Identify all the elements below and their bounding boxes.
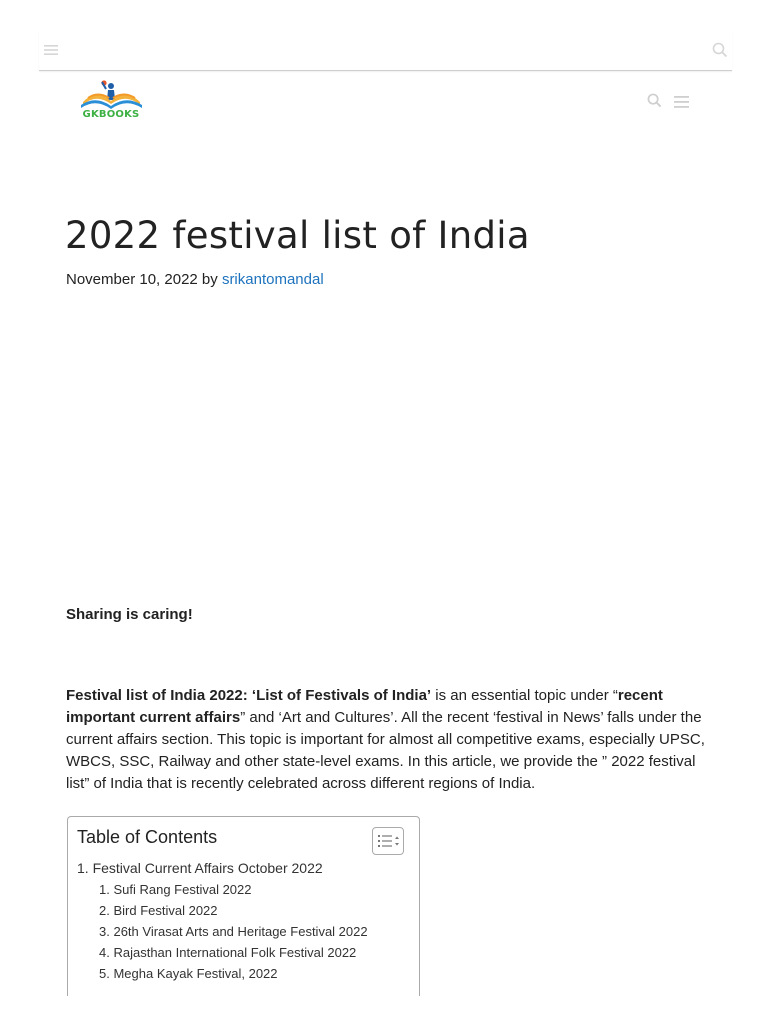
sharing-label: Sharing is caring! (66, 606, 193, 623)
page-title: 2022 festival list of India (65, 214, 530, 257)
toc-title: Table of Contents (77, 827, 218, 847)
toc-item[interactable]: 3. 26th Virasat Arts and Heritage Festival 2022 (99, 924, 368, 939)
logo-text: GKBOOKS (82, 109, 140, 120)
post-meta (66, 271, 324, 288)
hamburger-menu-icon[interactable] (44, 43, 58, 61)
book-reader-logo-icon (78, 76, 144, 112)
toc-item[interactable]: 4. Rajasthan International Folk Festival 2022 (99, 945, 357, 960)
hamburger-menu-icon[interactable] (674, 95, 689, 113)
intro-bold-lead: Festival list of India 2022: ‘List of Festivals of India’ (66, 687, 432, 704)
table-of-contents (67, 816, 420, 996)
intro-text-1: is an essential topic under “ (431, 687, 618, 704)
post-date: November 10, 2022 (66, 271, 198, 288)
intro-text-2: ” and ‘Art and Cultures’. All the recent ‘festival in News’ falls under the current affairs section. This topic is important for almost all competitive exams, especially UPSC, WBCS, SSC, Railway and other state-level exams. In this article, we provide the ” 2022 festival list” of India that is recently celebrated across different regions of India. (66, 709, 705, 792)
list-toggle-icon (378, 834, 400, 853)
search-icon[interactable] (712, 42, 728, 63)
site-logo[interactable] (78, 76, 144, 126)
toc-toggle-button[interactable] (372, 827, 404, 855)
toc-item[interactable]: 1. Festival Current Affairs October 2022 (77, 860, 323, 876)
toc-item[interactable]: 1. Sufi Rang Festival 2022 (99, 882, 252, 897)
toc-item[interactable]: 5. Megha Kayak Festival, 2022 (99, 966, 278, 981)
toc-list (77, 858, 368, 984)
toc-item[interactable]: 2. Bird Festival 2022 (99, 903, 218, 918)
intro-paragraph (66, 685, 706, 795)
header-actions (647, 93, 691, 109)
top-bar (39, 30, 732, 71)
search-icon[interactable] (647, 93, 662, 113)
author-link[interactable]: srikantomandal (221, 271, 324, 288)
by-label: by (201, 271, 218, 288)
intro-bold-emphasis: recent important current affairs (66, 687, 663, 726)
